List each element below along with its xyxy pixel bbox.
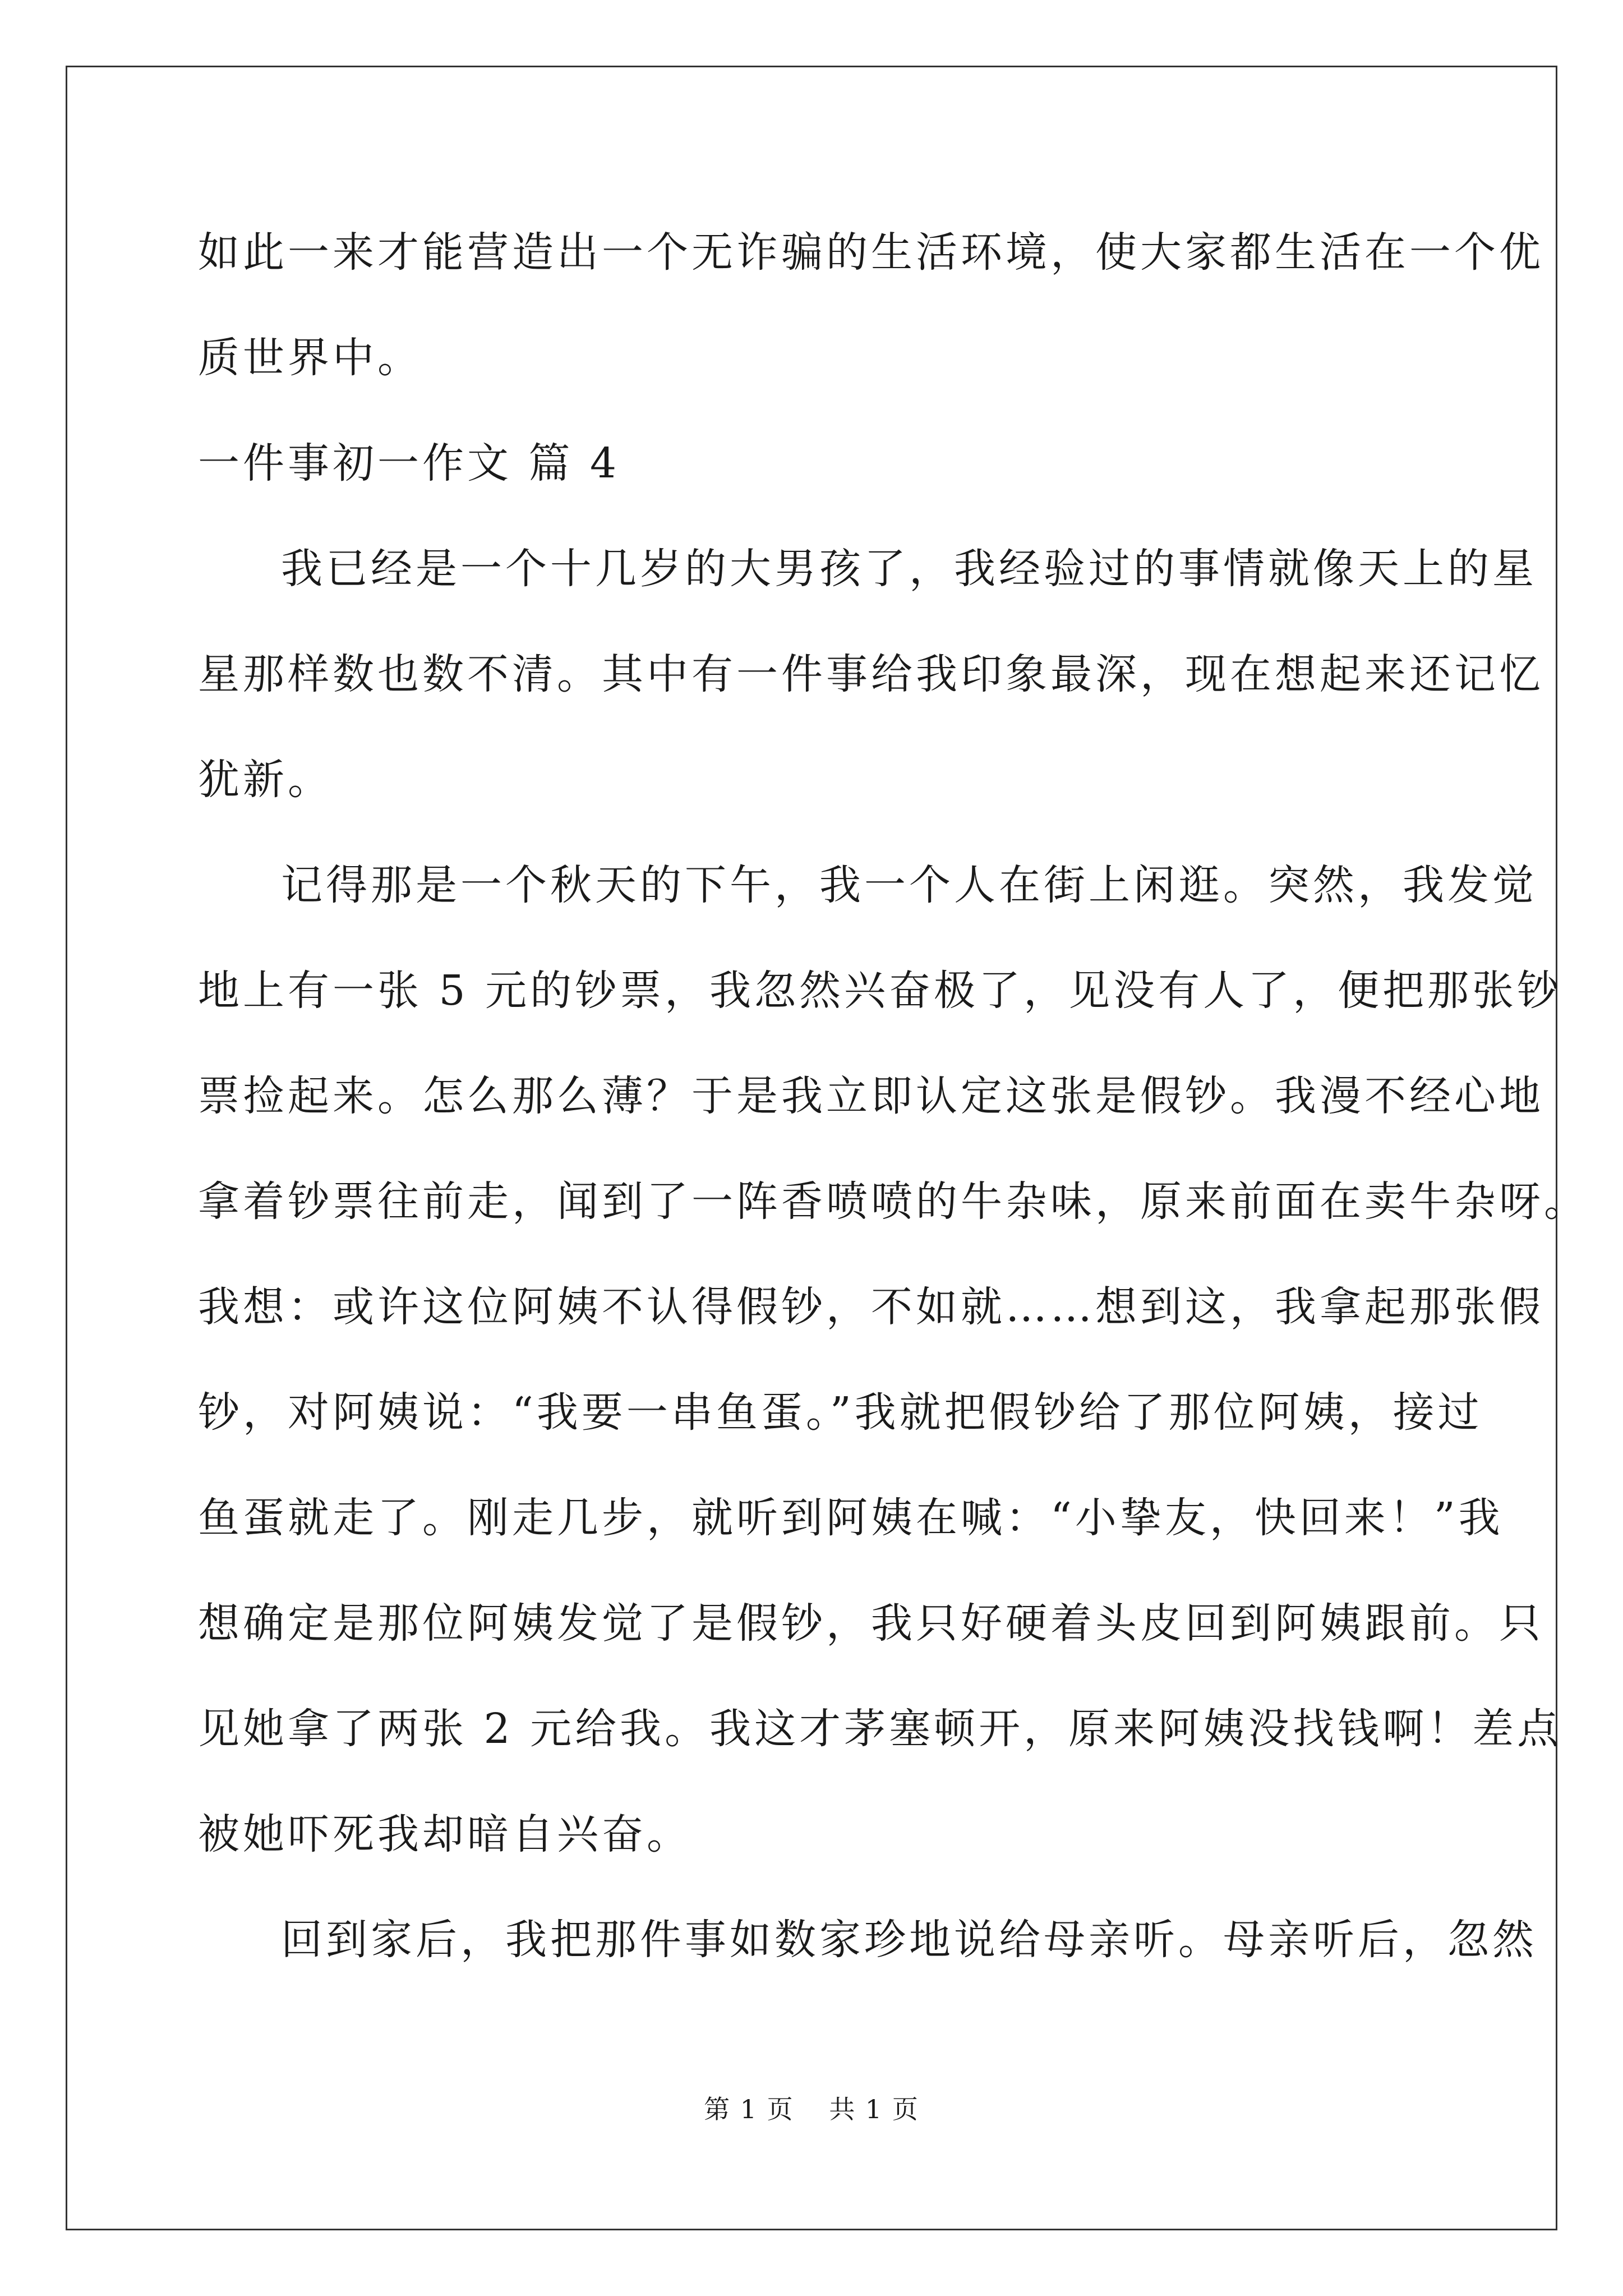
text-line: 见她拿了两张 2 元给我。我这才茅塞顿开，原来阿姨没找钱啊！差点 [198,1705,1562,1753]
text-line: 如此一来才能营造出一个无诈骗的生活环境，使大家都生活在一个优 [198,228,1544,277]
text-line: 我想：或许这位阿姨不认得假钞，不如就……想到这，我拿起那张假 [198,1283,1544,1331]
text-line: 质世界中。 [198,334,422,382]
text-line: 拿着钞票往前走，闻到了一阵香喷喷的牛杂味，原来前面在卖牛杂呀。 [198,1177,1589,1226]
page-count: 共 1 页 [829,2094,919,2124]
text-line: 鱼蛋就走了。刚走几步，就听到阿姨在喊：“小挚友，快回来！”我 [198,1494,1504,1542]
text-line: 犹新。 [198,756,333,804]
text-line: 回到家后，我把那件事如数家珍地说给母亲听。母亲听后，忽然 [281,1916,1537,1964]
text-line: 被她吓死我却暗自兴奋。 [198,1810,691,1858]
text-line: 票捡起来。怎么那么薄？于是我立即认定这张是假钞。我漫不经心地 [198,1072,1544,1120]
document-body [198,210,1589,2003]
text-line: 地上有一张 5 元的钞票，我忽然兴奋极了，见没有人了，便把那张钞 [198,967,1562,1015]
text-line: 记得那是一个秋天的下午，我一个人在街上闲逛。突然，我发觉 [281,861,1537,909]
text-line: 星那样数也数不清。其中有一件事给我印象最深，现在想起来还记忆 [198,650,1544,698]
text-line: 钞，对阿姨说：“我要一串鱼蛋。”我就把假钞给了那位阿姨，接过 [198,1388,1483,1437]
text-line: 我已经是一个十几岁的大男孩了，我经验过的事情就像天上的星 [281,545,1537,593]
page-footer [0,2092,1623,2126]
section-heading: 一件事初一作文 篇 4 [198,439,620,487]
text-line: 想确定是那位阿姨发觉了是假钞，我只好硬着头皮回到阿姨跟前。只 [198,1599,1544,1648]
page-number: 第 1 页 [704,2094,794,2124]
